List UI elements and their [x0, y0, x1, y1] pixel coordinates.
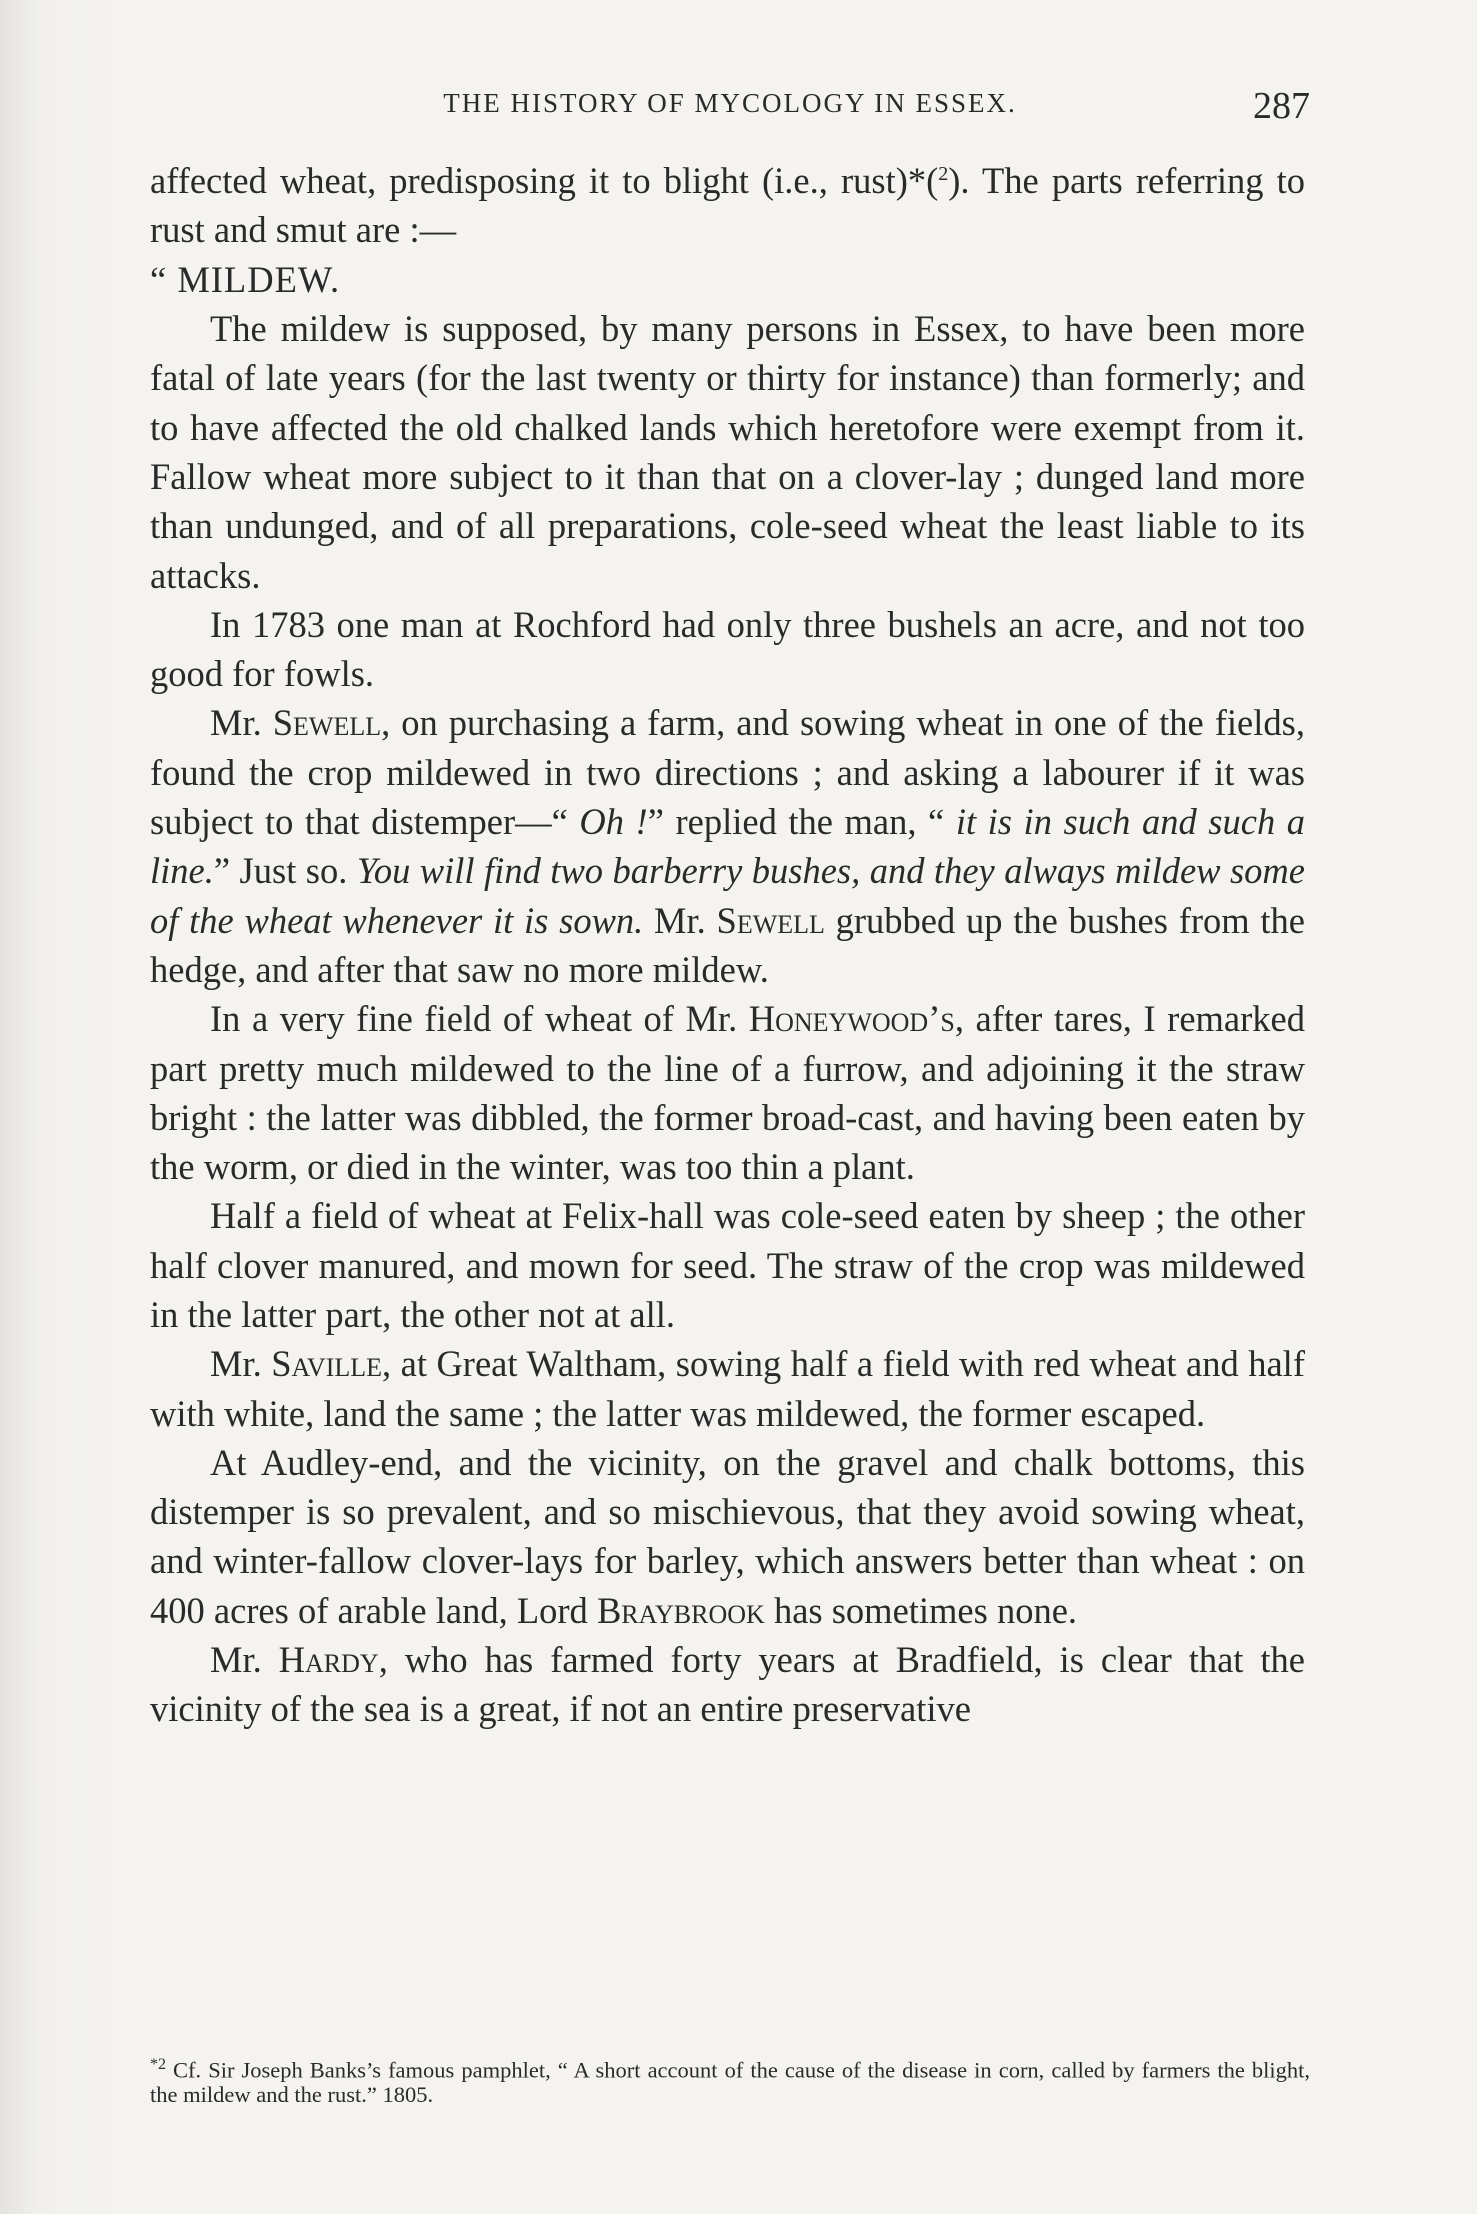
paragraph-rochford: In 1783 one man at Rochford had only three bushels an acre, and not too good for fowls. [150, 603, 1305, 695]
paragraph-sewell: Mr. Sewell, on purchasing a farm, and sowing wheat in one of the fields, found the crop mildewed in two directions ; and asking a labourer if it was subject to that distemper—“ Oh !” replied the man, “ it is in such and such a line.” Just so. You will find two barberry bushes, and they always mildew some of the wheat whenever it is sown. Mr. Sewell grubbed up the bushes from the hedge, and after that saw no more mildew. [150, 702, 1305, 990]
section-heading: “ MILDEW. [150, 258, 341, 300]
body-text [150, 150, 1305, 1734]
person-name: Sewell [272, 702, 382, 744]
running-title: THE HISTORY OF MYCOLOGY IN ESSEX. [443, 88, 1017, 118]
paragraph-hardy: Mr. Hardy, who has farmed forty years at Bradfield, is clear that the vicinity of the sea is a great, if not an entire preservative [150, 1639, 1305, 1730]
person-name: Hardy [278, 1639, 379, 1681]
footnote-marker: *2 [150, 2056, 166, 2073]
page-number: 287 [1253, 85, 1310, 127]
running-head [150, 84, 1310, 127]
paragraph-saville: Mr. Saville, at Great Waltham, sowing half a field with red wheat and half with white, land the same ; the latter was mildewed, the former escaped. [150, 1343, 1305, 1434]
footnote-ref: 2 [938, 163, 949, 185]
person-name: Honeywood’s [748, 998, 955, 1040]
person-name: Sewell [716, 899, 825, 941]
paragraph-mildew-intro: The mildew is supposed, by many persons in Essex, to have been more fatal of late years (for the last twenty or thirty for instance) than formerly; and to have affected the old chalked lands which heretofore were exempt from it. Fallow wheat more subject to it than that on a clover-lay ; dunged land more than undunged, and of all preparations, cole-seed wheat the least liable to its attacks. [150, 308, 1305, 596]
paragraph-opening: affected wheat, predisposing it to blight (i.e., rust)*($^2$). The parts referring to rust and smut are :— [150, 160, 1305, 251]
paragraph-audley-end: At Audley-end, and the vicinity, on the gravel and chalk bottoms, this distemper is so prevalent, and so mischievous, that they avoid sowing wheat, and winter-fallow clover-lays for barley, which answers better than wheat : on 400 acres of arable land, Lord Braybrook has sometimes none. [150, 1441, 1305, 1631]
paragraph-honeywood: In a very fine field of wheat of Mr. Honeywood’s, after tares, I remarked part pretty much mildewed to the line of a furrow, and adjoining it the straw bright : the latter was dibbled, the former broad-cast, and having been eaten by the worm, or died in the winter, was too thin a plant. [150, 998, 1305, 1188]
person-name: Saville [271, 1343, 383, 1385]
paragraph-felix-hall: Half a field of wheat at Felix-hall was cole-seed eaten by sheep ; the other half clover manured, and mown for seed. The straw of the crop was mildewed in the latter part, the other not at all. [150, 1195, 1305, 1335]
person-name: Braybrook [596, 1589, 765, 1631]
footnote-text: Cf. Sir Joseph Banks’s famous pamphlet, “ A short account of the cause of the disease in corn, called by farmers the blight, the mildew and the rust.” 1805. [150, 2057, 1311, 2107]
footnote [150, 2053, 1310, 2107]
